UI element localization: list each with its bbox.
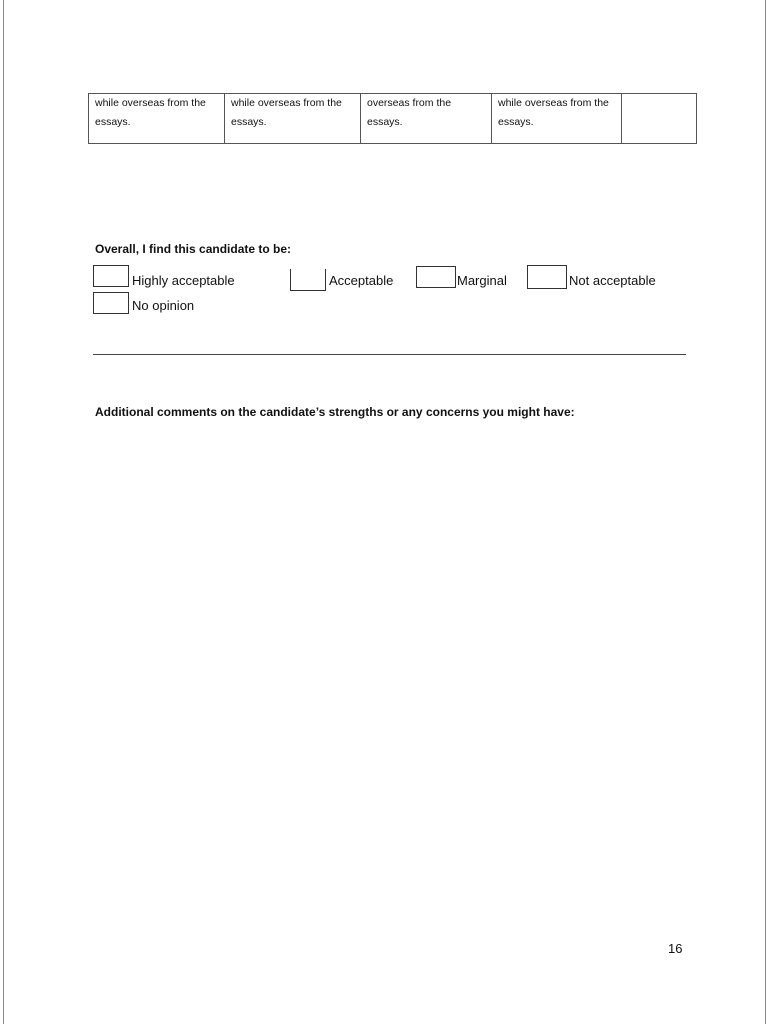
highly-acceptable-checkbox[interactable] — [93, 265, 129, 287]
table-cell: while overseas from the essays. — [492, 94, 622, 144]
no-opinion-checkbox[interactable] — [93, 292, 129, 314]
rating-label: Acceptable — [329, 273, 394, 288]
acceptable-checkbox[interactable] — [290, 269, 326, 291]
document-page — [3, 0, 766, 1024]
table-cell: overseas from the essays. — [361, 94, 492, 144]
section-divider — [93, 354, 686, 355]
table-row — [89, 94, 697, 144]
not-acceptable-checkbox[interactable] — [527, 265, 567, 289]
table-cell: while overseas from the essays. — [225, 94, 361, 144]
table-cell: while overseas from the essays. — [89, 94, 225, 144]
overall-rating-heading: Overall, I find this candidate to be: — [95, 242, 292, 256]
rating-label: Highly acceptable — [132, 273, 235, 288]
table-cell — [622, 94, 697, 144]
marginal-checkbox[interactable] — [416, 266, 456, 288]
rating-label: Not acceptable — [569, 273, 656, 288]
rubric-table-fragment — [88, 93, 697, 144]
rating-label: Marginal — [457, 273, 507, 288]
additional-comments-heading: Additional comments on the candidate’s strengths or any concerns you might have: — [95, 405, 575, 419]
rating-label: No opinion — [132, 298, 195, 313]
page-number: 16 — [668, 941, 683, 956]
